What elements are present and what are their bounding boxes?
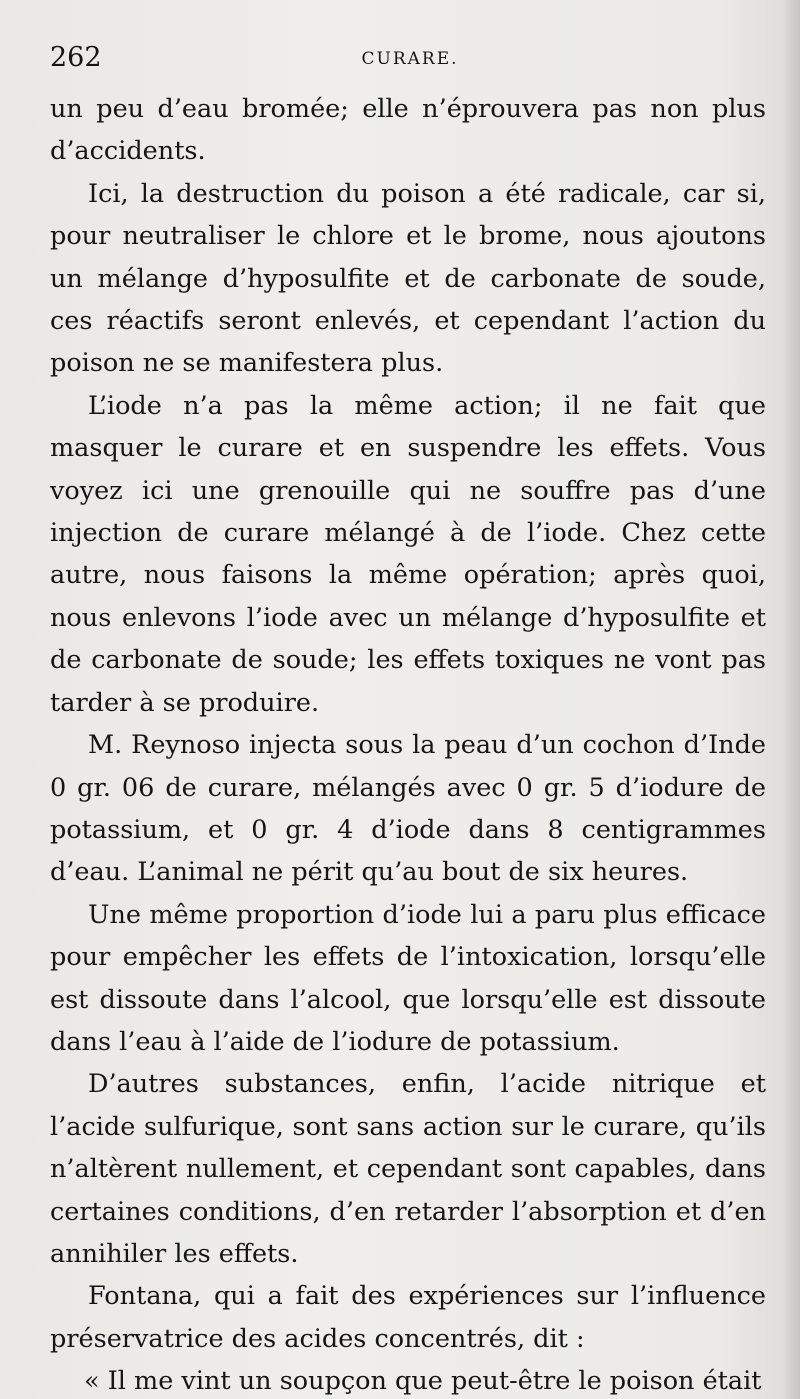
paragraph: Une même proportion d’iode lui a paru plus efficace pour empêcher les effets de l’intoxication, lorsqu’elle est dissoute dans l’alcool, que lorsqu’elle est dissoute dans l’eau à l’aide de l’iodure de potassium. [50,899,766,1057]
paragraph: Ici, la destruction du poison a été radicale, car si, pour neutraliser le chlore et le brome, nous ajoutons un mélange d’hyposulfite et de carbonate de soude, ces réactifs seront enlevés, et cependant l’action du poison ne se manifestera plus. [50,178,766,379]
paragraph: M. Reynoso injecta sous la peau d’un cochon d’Inde 0 gr. 06 de curare, mélangés avec 0 gr. 5 d’iodure de potassium, et 0 gr. 4 d’iode dans 8 centigrammes d’eau. L’animal ne périt qu’au bout de six heures. [50,730,766,888]
page-header [50,40,770,80]
quotation: « Il me vint un soupçon que peut-être le poison était [84,1366,762,1397]
paragraph-continued: un peu d’eau bromée; elle n’éprouvera pas non plus d’accidents. [50,94,766,167]
body-text [50,88,766,1399]
page-edge-shadow [782,0,800,1399]
paragraph: L’iode n’a pas la même action; il ne fait que masquer le curare et en suspendre les effets. Vous voyez ici une grenouille qui ne souffre pas d’une injection de curare mélangé à de l’iode. Chez cette autre, nous faisons la même opération; après quoi, nous enlevons l’iode avec un mélange d’hyposulfite et de carbonate de soude; les effets toxiques ne vont pas tarder à se produire. [50,390,766,718]
paragraph: Fontana, qui a fait des expériences sur l’influence préservatrice des acides concentrés, dit : [50,1281,766,1354]
running-title: CURARE. [361,49,459,69]
paragraph: D’autres substances, enfin, l’acide nitrique et l’acide sulfurique, sont sans action sur le curare, qu’ils n’altèrent nullement, et cependant sont capables, dans certaines conditions, d’en retarder l’absorption et d’en annihiler les effets. [50,1069,766,1269]
page-number: 262 [50,42,102,73]
